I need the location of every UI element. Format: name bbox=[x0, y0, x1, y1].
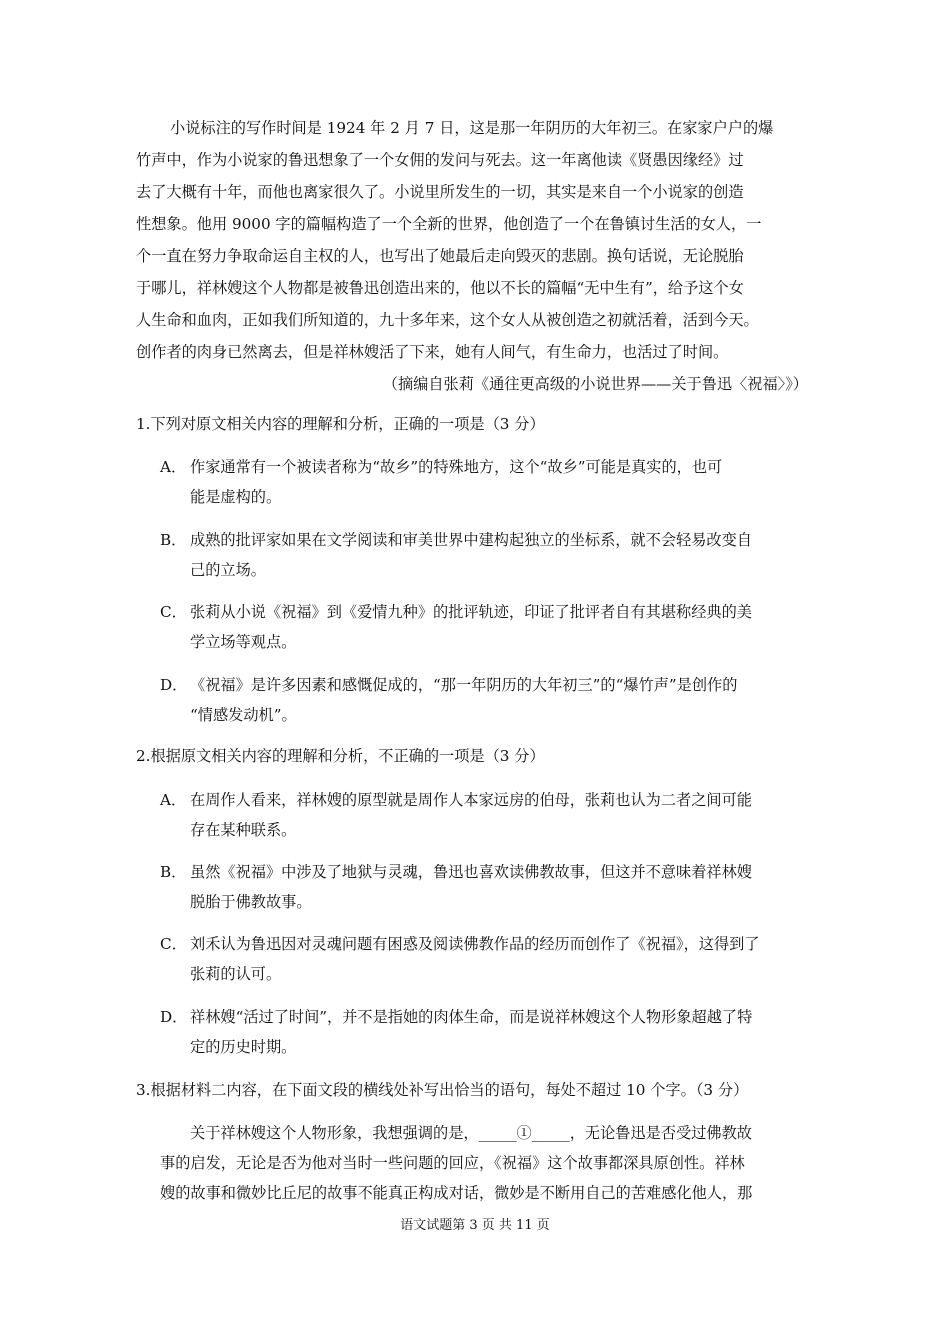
passage-line: 性想象。他用 9000 字的篇幅构造了一个全新的世界，他创造了一个在鲁镇讨生活的女人，一 bbox=[136, 215, 762, 233]
option-text: 学立场等观点。 bbox=[190, 633, 297, 651]
question-text-line: 嫂的故事和微妙比丘尼的故事不能真正构成对话，微妙是不断用自己的苦难感化他人，那 bbox=[160, 1184, 753, 1202]
option-label: A． bbox=[160, 791, 187, 809]
question-text-line: 关于祥林嫂这个人物形象，我想强调的是，_____①_____，无论鲁迅是否受过佛教故 bbox=[190, 1124, 752, 1142]
passage-source: （摘编自张莉《通往更高级的小说世界——关于鲁迅〈祝福〉》） bbox=[382, 375, 808, 393]
question-text-line: 事的启发，无论是否为他对当时一些问题的回应，《祝福》这个故事都深具原创性。祥林 bbox=[160, 1154, 745, 1172]
passage-line: 竹声中，作为小说家的鲁迅想象了一个女佣的发问与死去。这一年离他读《贤愚因缘经》过 bbox=[136, 151, 744, 169]
option-label: D． bbox=[160, 676, 188, 694]
option-label: B． bbox=[160, 863, 187, 881]
option-text: 虽然《祝福》中涉及了地狱与灵魂，鲁迅也喜欢读佛教故事，但这并不意味着祥林嫂 bbox=[190, 863, 752, 881]
option-text: 在周作人看来，祥林嫂的原型就是周作人本家远房的伯母，张莉也认为二者之间可能 bbox=[190, 791, 752, 809]
question-stem: 2.根据原文相关内容的理解和分析，不正确的一项是（3 分） bbox=[136, 747, 545, 765]
option-text: 刘禾认为鲁迅因对灵魂问题有困惑及阅读佛教作品的经历而创作了《祝福》，这得到了 bbox=[190, 935, 760, 953]
option-label: C． bbox=[160, 935, 187, 953]
option-text: 定的历史时期。 bbox=[190, 1038, 297, 1056]
option-text: 作家通常有一个被读者称为“故乡”的特殊地方，这个“故乡”可能是真实的，也可 bbox=[190, 458, 723, 476]
option-label: D． bbox=[160, 1008, 188, 1026]
page-footer: 语文试题第 3 页 共 11 页 bbox=[400, 1218, 550, 1233]
passage-line: 个一直在努力争取命运自主权的人，也写出了她最后走向毁灭的悲剧。换句话说，无论脱胎 bbox=[136, 247, 744, 265]
passage-line: 于哪儿，祥林嫂这个人物都是被鲁迅创造出来的，他以不长的篇幅“无中生有”，给予这个女 bbox=[136, 279, 744, 297]
question-stem: 3.根据材料二内容，在下面文段的横线处补写出恰当的语句，每处不超过 10 个字。（3 分） bbox=[136, 1081, 749, 1099]
option-label: A． bbox=[160, 458, 187, 476]
option-label: B． bbox=[160, 531, 187, 549]
option-label: C． bbox=[160, 603, 187, 621]
passage-line: 创作者的肉身已然离去，但是祥林嫂活了下来，她有人间气，有生命力，也活过了时间。 bbox=[136, 343, 729, 361]
option-text: 张莉的认可。 bbox=[190, 965, 282, 983]
option-text: 成熟的批评家如果在文学阅读和审美世界中建构起独立的坐标系，就不会轻易改变自 bbox=[190, 531, 752, 549]
option-text: 脱胎于佛教故事。 bbox=[190, 893, 312, 911]
question-stem: 1.下列对原文相关内容的理解和分析，正确的一项是（3 分） bbox=[136, 415, 545, 433]
passage-line: 去了大概有十年，而他也离家很久了。小说里所发生的一切，其实是来自一个小说家的创造 bbox=[136, 183, 744, 201]
option-text: “情感发动机”。 bbox=[190, 706, 297, 724]
passage-line: 人生命和血肉，正如我们所知道的，九十多年来，这个女人从被创造之初就活着，活到今天。 bbox=[136, 311, 759, 329]
option-text: 张莉从小说《祝福》到《爱情九种》的批评轨迹，印证了批评者自有其堪称经典的美 bbox=[190, 603, 752, 621]
option-text: 能是虚构的。 bbox=[190, 488, 282, 506]
option-text: 《祝福》是许多因素和感慨促成的，“那一年阴历的大年初三”的“爆竹声”是创作的 bbox=[190, 676, 738, 694]
option-text: 存在某种联系。 bbox=[190, 821, 297, 839]
option-text: 祥林嫂“活过了时间”，并不是指她的肉体生命，而是说祥林嫂这个人物形象超越了特 bbox=[190, 1008, 753, 1026]
option-text: 己的立场。 bbox=[190, 561, 266, 579]
passage-line: 小说标注的写作时间是 1924 年 2 月 7 日，这是那一年阴历的大年初三。在家家户户的爆 bbox=[170, 119, 774, 137]
